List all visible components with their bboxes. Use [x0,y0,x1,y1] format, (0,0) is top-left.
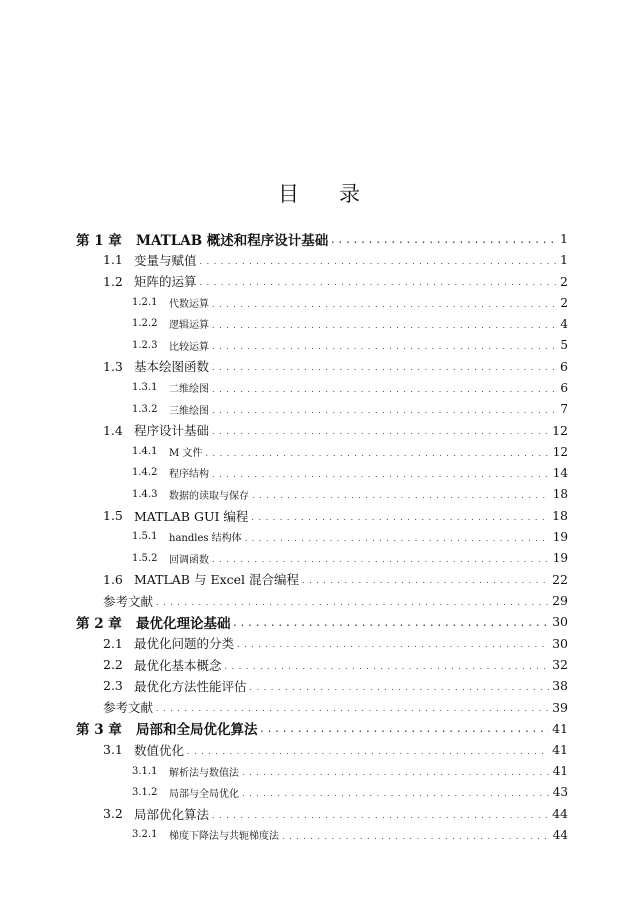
dot-leader [156,595,549,607]
toc-entry-number: 3.2 [103,806,123,822]
toc-entry-number: 2.1 [103,635,123,651]
toc-entry[interactable] [76,803,568,824]
toc-entry-page: 6 [560,358,568,374]
toc-entry-number: 第 3 章 [76,722,122,739]
toc-entry[interactable] [76,420,568,441]
toc-entry-number: 2.3 [103,678,123,694]
toc-entry-page: 43 [552,785,568,800]
toc-entry[interactable] [76,760,568,781]
toc-entry-label: 解析法与数值法 [169,767,239,779]
toc-entry-page: 1 [560,252,568,268]
toc-entry-number: 1.3 [103,358,123,374]
toc-entry-number: 1.4.3 [132,488,158,500]
dot-leader [250,680,550,692]
toc-entry-label: 梯度下降法与共轭梯度法 [169,831,279,843]
toc-entry-number: 1.1 [103,252,123,268]
toc-entry-number: 3.1.2 [132,786,158,798]
toc-entry-number: 1.4.2 [132,467,158,479]
toc-entry-number: 1.2.2 [132,318,158,330]
dot-leader [251,510,549,522]
toc-entry[interactable] [76,249,568,270]
toc-entry[interactable] [76,398,568,419]
toc-entry-number: 2.2 [103,657,123,673]
toc-entry-page: 29 [552,593,568,609]
dot-leader [212,552,550,564]
toc-entry-label: 局部优化算法 [134,806,210,822]
toc-entry[interactable] [76,271,568,292]
dot-leader [212,297,557,309]
toc-entry-label: 变量与赋值 [134,252,197,268]
toc-entry-number: 1.5 [103,508,123,523]
toc-entry-number: 1.4.1 [132,446,158,458]
toc-entry-label: 回调函数 [169,554,209,566]
toc-entry[interactable] [76,654,568,675]
toc-entry-page: 44 [552,827,568,842]
toc-entry[interactable] [76,547,568,568]
toc-entry[interactable] [76,228,568,249]
toc-entry-page: 12 [552,444,568,459]
dot-leader [242,765,550,777]
toc-entry-page: 12 [552,422,568,438]
toc-entry-label: 局部与全局优化 [169,788,239,800]
toc-entry-page: 18 [552,508,568,523]
toc-entry-page: 44 [552,806,568,822]
toc-entry-page: 39 [552,699,568,715]
dot-leader [205,446,549,458]
dot-leader [212,339,557,351]
dot-leader [212,403,557,415]
toc-entry-page: 30 [552,635,568,651]
toc-entry-page: 38 [552,678,568,694]
toc-entry[interactable] [76,313,568,334]
toc-entry-page: 30 [552,614,568,630]
toc-entry-number: 1.6 [103,571,123,587]
toc-entry[interactable] [76,526,568,547]
toc-entry-label: 参考文献 [103,700,154,716]
toc-entry-page: 14 [552,465,568,480]
toc-entry-label: 基本绘图函数 [134,359,210,375]
toc-entry-number: 3.1.1 [132,765,158,777]
dot-leader [237,637,549,649]
toc-entry[interactable] [76,675,568,696]
dot-leader [156,701,549,713]
dot-leader [212,808,549,820]
toc-entry[interactable] [76,718,568,739]
toc-entry-label: 比较运算 [169,341,209,353]
toc-entry[interactable] [76,441,568,462]
dot-leader [212,424,549,436]
toc-entry[interactable] [76,377,568,398]
toc-title-right: 录 [339,182,360,206]
dot-leader [212,467,550,479]
toc-entry[interactable] [76,292,568,313]
toc-entry-label: 参考文献 [103,593,154,609]
dot-leader [242,786,550,798]
toc-entry-page: 1 [560,231,568,247]
toc-entry[interactable] [76,334,568,355]
toc-entry[interactable] [76,590,568,611]
dot-leader [282,829,550,841]
toc-entry-number: 1.2.1 [132,297,158,309]
toc-entry-number: 第 1 章 [76,232,122,249]
toc-entry-label: 矩阵的运算 [134,274,197,290]
toc-entry-page: 2 [560,295,568,310]
toc-entry-label: 三维绘图 [169,405,209,417]
dot-leader [212,382,557,394]
toc-entry-label: 数值优化 [134,742,185,758]
dot-leader [200,275,558,287]
toc-entry-number: 1.3.2 [132,403,158,415]
toc-entry-number: 1.5.1 [132,531,158,543]
toc-entry[interactable] [76,505,568,526]
dot-leader [261,722,550,734]
toc-entry-page: 7 [560,402,568,417]
toc-entry-page: 5 [560,338,568,353]
toc-entry[interactable] [76,782,568,803]
toc-entry-page: 18 [552,487,568,502]
dot-leader [302,573,549,585]
toc-entry-page: 19 [552,551,568,566]
toc-entry-label: handles 结构体 [169,533,242,545]
toc-entry-label: MATLAB 概述和程序设计基础 [136,232,329,249]
toc-entry[interactable] [76,569,568,590]
toc-entry-label: 程序结构 [169,469,209,481]
toc-entry-page: 41 [552,764,568,779]
toc-entry[interactable] [76,739,568,760]
toc-entry-number: 1.2.3 [132,339,158,351]
toc-entry[interactable] [76,462,568,483]
toc-title [0,178,638,208]
toc-entry-page: 6 [560,380,568,395]
toc-entry-page: 2 [560,273,568,289]
toc-entry-label: 最优化问题的分类 [134,636,235,652]
toc-entry-label: MATLAB 与 Excel 混合编程 [134,572,299,588]
toc-entry-number: 第 2 章 [76,615,122,632]
toc-entry-number: 3.2.1 [132,829,158,841]
toc-entry-number: 1.5.2 [132,552,158,564]
toc-entry-label: 最优化方法性能评估 [134,678,247,694]
toc-entry[interactable] [76,633,568,654]
toc-title-left: 目 [278,182,299,206]
toc-entry-page: 32 [552,657,568,673]
toc-entry-label: 数据的读取与保存 [169,490,249,502]
toc-entry-label: M 文件 [169,448,203,460]
toc-entry-page: 4 [560,316,568,331]
toc-entry-page: 22 [552,571,568,587]
toc-entry-label: MATLAB GUI 编程 [134,508,249,524]
dot-leader [245,531,550,543]
dot-leader [252,488,550,500]
toc-entry-label: 最优化基本概念 [134,657,222,673]
dot-leader [212,360,557,372]
toc-entry-number: 3.1 [103,742,123,758]
toc-entry[interactable] [76,611,568,632]
toc-entry-label: 逻辑运算 [169,320,209,332]
dot-leader [234,616,550,628]
toc-entry-number: 1.4 [103,422,123,438]
toc-entry-number: 1.3.1 [132,382,158,394]
dot-leader [331,233,557,245]
toc-entry-label: 程序设计基础 [134,423,210,439]
toc-entry-page: 41 [552,720,568,736]
table-of-contents [76,228,568,846]
toc-entry[interactable] [76,824,568,845]
dot-leader [225,659,550,671]
dot-leader [212,318,557,330]
toc-entry-number: 1.2 [103,273,123,289]
toc-entry-label: 二维绘图 [169,384,209,396]
toc-entry-label: 最优化理论基础 [136,615,231,632]
toc-entry-label: 代数运算 [169,299,209,311]
toc-entry[interactable] [76,484,568,505]
dot-leader [187,744,549,756]
toc-entry[interactable] [76,356,568,377]
toc-entry-page: 41 [552,742,568,758]
dot-leader [200,254,558,266]
toc-entry-label: 局部和全局优化算法 [136,722,258,739]
toc-entry-page: 19 [552,529,568,544]
toc-entry[interactable] [76,697,568,718]
